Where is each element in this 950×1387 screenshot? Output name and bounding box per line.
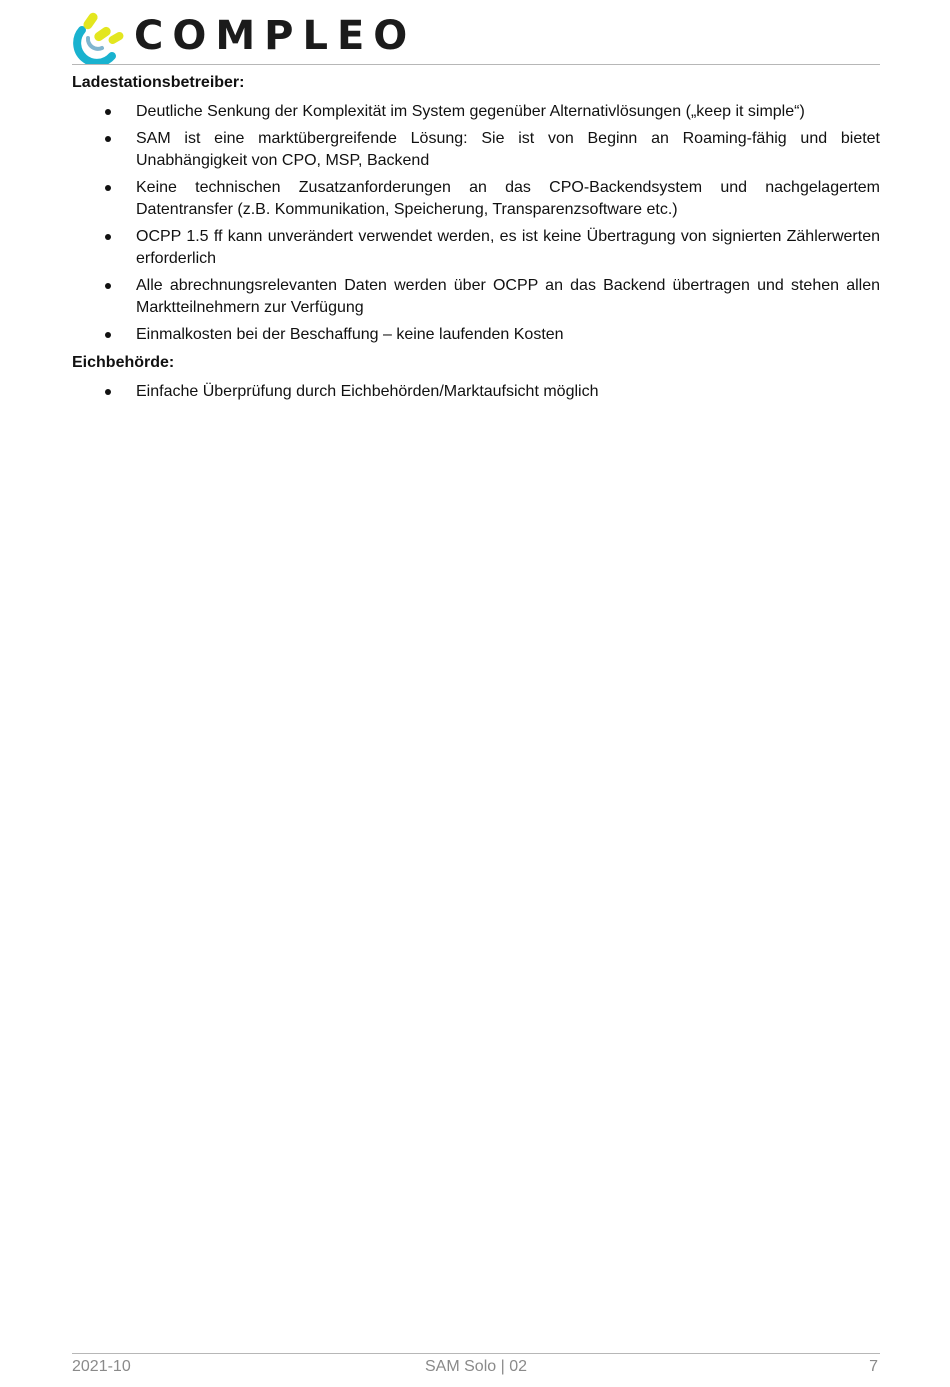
list-item xyxy=(72,128,880,172)
footer-divider xyxy=(72,1353,880,1354)
list-item-text: Keine technischen Zusatzanforderungen an das CPO-Backendsystem und nachgelagertem Datentransfer (z.B. Kommunikation, Speicherung, Transparenzsoftware etc.) xyxy=(136,179,880,218)
document-body xyxy=(72,72,880,403)
bullet-icon xyxy=(105,234,111,240)
page-footer xyxy=(72,1358,880,1380)
list-item xyxy=(72,101,880,123)
compleo-logo-icon xyxy=(72,8,128,64)
list-item-text: Einmalkosten bei der Beschaffung – keine laufenden Kosten xyxy=(136,326,564,343)
bullet-icon xyxy=(105,185,111,191)
bullet-list xyxy=(72,381,880,403)
list-item-text: Deutliche Senkung der Komplexität im System gegenüber Alternativlösungen („keep it simple“) xyxy=(136,103,805,120)
bullet-icon xyxy=(105,136,111,142)
page-number: 7 xyxy=(869,1358,878,1375)
section-title: Eichbehörde: xyxy=(72,354,175,371)
page-header xyxy=(72,8,880,64)
section-authority xyxy=(72,352,880,403)
bullet-icon xyxy=(105,109,111,115)
section-operator xyxy=(72,72,880,346)
section-title: Ladestationsbetreiber: xyxy=(72,74,245,91)
footer-date: 2021-10 xyxy=(72,1358,131,1375)
bullet-list xyxy=(72,101,880,346)
list-item-text: SAM ist eine marktübergreifende Lösung: Sie ist von Beginn an Roaming-fähig und bietet Unabhängigkeit von CPO, MSP, Backend xyxy=(136,130,880,169)
list-item-text: Einfache Überprüfung durch Eichbehörden/Marktaufsicht möglich xyxy=(136,383,599,400)
list-item xyxy=(72,381,880,403)
list-item xyxy=(72,324,880,346)
header-divider xyxy=(72,64,880,65)
list-item xyxy=(72,177,880,221)
brand-wordmark: COMPLEO xyxy=(134,13,417,59)
list-item xyxy=(72,226,880,270)
list-item-text: OCPP 1.5 ff kann unverändert verwendet werden, es ist keine Übertragung von signierten Zählerwerten erforderlich xyxy=(136,228,880,267)
list-item xyxy=(72,275,880,319)
bullet-icon xyxy=(105,389,111,395)
bullet-icon xyxy=(105,283,111,289)
bullet-icon xyxy=(105,332,111,338)
list-item-text: Alle abrechnungsrelevanten Daten werden über OCPP an das Backend übertragen und stehen allen Marktteilnehmern zur Verfügung xyxy=(136,277,880,316)
footer-document-id: SAM Solo | 02 xyxy=(425,1358,527,1375)
